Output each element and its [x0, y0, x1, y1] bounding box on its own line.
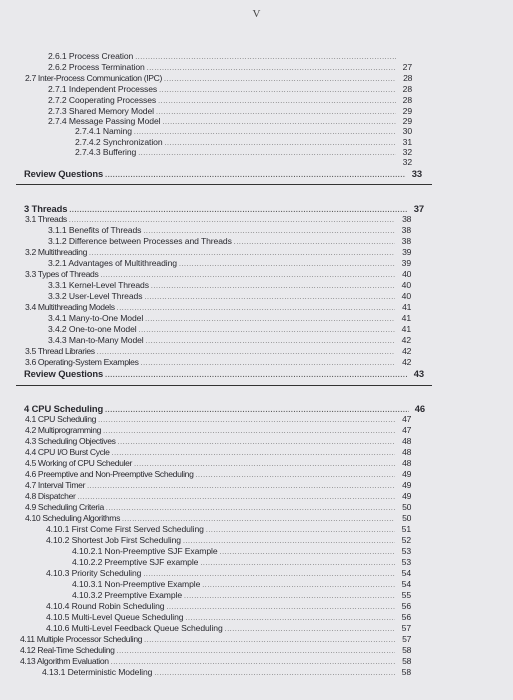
toc-entry-page: 39 — [402, 247, 411, 257]
toc-entry-label: 3.1 Threads — [25, 214, 67, 224]
toc-entry-page: 47 — [402, 425, 411, 435]
toc-entry-page: 49 — [402, 491, 411, 501]
toc-entry — [25, 214, 411, 225]
toc-entry — [20, 634, 411, 645]
toc-entry — [25, 357, 411, 368]
toc-entry-label: 4.10.2.2 Preemptive SJF example — [72, 557, 199, 567]
toc-entry-chapter — [24, 203, 424, 214]
toc-entry-label: 4.13 Algorithm Evaluation — [20, 656, 109, 666]
toc-entry-label: 4.8 Dispatcher — [25, 491, 76, 501]
toc-entry-label: 4.5 Working of CPU Scheduler — [25, 458, 133, 468]
toc-entry-label: 4.7 Interval Timer — [25, 480, 86, 490]
toc-entry — [20, 645, 411, 656]
toc-entry — [46, 535, 411, 546]
toc-entry-page: 46 — [414, 403, 425, 414]
toc-entry-label: 2.7.3 Shared Memory Model — [48, 106, 154, 116]
toc-entry-page: 30 — [402, 126, 412, 136]
toc-entry-label: 3.1.1 Benefits of Threads — [48, 225, 142, 235]
toc-entry-label: 2.7.4.1 Naming — [75, 126, 132, 136]
toc-entry — [48, 291, 411, 302]
toc-entry-page: 37 — [413, 203, 424, 214]
toc-entry-page: 52 — [401, 535, 411, 545]
dot-leader — [105, 370, 408, 381]
toc-entry — [48, 335, 411, 346]
toc-entry — [46, 524, 411, 535]
toc-entry — [25, 73, 412, 84]
toc-entry-label: 2.7 Inter-Process Communication (IPC) — [25, 73, 163, 83]
toc-entry-label: 4.3 Scheduling Objectives — [25, 436, 116, 446]
toc-entry-page: 41 — [402, 302, 411, 312]
toc-entry — [48, 258, 411, 269]
toc-entry-label: 4.10.3.2 Preemptive Example — [72, 590, 183, 600]
section-divider — [16, 184, 432, 185]
toc-entry-page: 56 — [401, 601, 411, 611]
toc-entry — [25, 491, 411, 502]
toc-entry-page: 58 — [401, 667, 411, 677]
toc-entry-page: 48 — [402, 447, 411, 457]
toc-entry-page: 42 — [401, 335, 411, 345]
toc-entry — [48, 95, 412, 106]
toc-entry — [25, 269, 411, 280]
toc-entry — [48, 62, 412, 73]
toc-entry-page: 54 — [401, 568, 411, 578]
toc-entry-page: 32 — [402, 147, 412, 157]
toc-entry — [48, 84, 412, 95]
toc-entry-label: 3.4.2 One-to-one Model — [48, 324, 137, 334]
toc-entry — [72, 579, 411, 590]
toc-entry — [25, 414, 411, 425]
toc-entry-page: 42 — [402, 357, 411, 367]
toc-entry-chapter — [24, 403, 425, 414]
toc-entry-page: 29 — [402, 116, 412, 126]
toc-entry-page: 47 — [402, 414, 411, 424]
toc-entry — [42, 667, 411, 678]
toc-entry-page: 42 — [402, 346, 411, 356]
toc-entry-label: 4.10.4 Round Robin Scheduling — [46, 601, 165, 611]
toc-entry — [25, 346, 411, 357]
toc-entry-page: 50 — [402, 513, 411, 523]
toc-entry-label: 2.7.2 Cooperating Processes — [48, 95, 157, 105]
toc-entry-label: Review Questions — [24, 368, 104, 379]
toc-entry — [48, 225, 411, 236]
toc-entry-label: 4.10.5 Multi-Level Queue Scheduling — [46, 612, 184, 622]
toc-entry-label: 3.4.1 Many-to-One Model — [48, 313, 144, 323]
toc-entry-page: 32 — [402, 157, 412, 167]
toc-entry-page: 53 — [401, 557, 411, 567]
toc-entry-label: 3.4.3 Man-to-Many Model — [48, 335, 144, 345]
toc-entry-page: 41 — [401, 313, 411, 323]
toc-entry-page: 43 — [413, 368, 424, 379]
toc-entry-page: 40 — [401, 291, 411, 301]
page-numeral: V — [252, 8, 261, 20]
toc-entry-page: 49 — [402, 480, 411, 490]
toc-entry-label: 4.2 Multiprogramming — [25, 425, 102, 435]
toc-entry — [48, 313, 411, 324]
toc-entry-page: 38 — [402, 214, 411, 224]
toc-entry-label: 2.6.2 Process Termination — [48, 62, 145, 72]
toc-entry-page: 29 — [402, 106, 412, 116]
toc-entry-page: 28 — [403, 73, 412, 83]
toc-entry-label: 4.10.2 Shortest Job First Scheduling — [46, 535, 181, 545]
toc-entry-page: 55 — [401, 590, 411, 600]
toc-entry-page: 38 — [401, 236, 411, 246]
toc-entry-page: 28 — [402, 84, 412, 94]
toc-entry — [25, 247, 411, 258]
toc-entry-label: 2.7.4.2 Synchronization — [75, 137, 163, 147]
toc-entry-label: 4.10.6 Multi-Level Feedback Queue Scheduling — [46, 623, 223, 633]
toc-entry-label: 3.3 Types of Threads — [25, 269, 99, 279]
toc-entry-page: 50 — [402, 502, 411, 512]
toc-entry-page: 53 — [401, 546, 411, 556]
toc-entry-label: 4.12 Real-Time Scheduling — [20, 645, 115, 655]
toc-entry-page: 49 — [402, 469, 411, 479]
toc-entry — [25, 458, 411, 469]
toc-entry — [72, 590, 411, 601]
toc-entry-label: 4 CPU Scheduling — [24, 403, 104, 414]
toc-entry-label: 4.10 Scheduling Algorithms — [25, 513, 121, 523]
toc-entry-review — [24, 168, 422, 179]
toc-entry-label: 4.10.1 First Come First Served Scheduling — [46, 524, 204, 534]
toc-entry-page: 57 — [401, 623, 411, 633]
toc-entry-label: 3.3.2 User-Level Threads — [48, 291, 143, 301]
toc-entry-label: 4.6 Preemptive and Non-Preemptive Scheduling — [25, 469, 194, 479]
toc-entry-page: 48 — [402, 436, 411, 446]
toc-entry — [25, 502, 411, 513]
toc-entry — [48, 324, 411, 335]
toc-entry — [46, 568, 411, 579]
toc-entry — [25, 436, 411, 447]
toc-entry-label: 4.10.2.1 Non-Preemptive SJF Example — [72, 546, 218, 556]
toc-entry — [72, 546, 411, 557]
toc-entry — [25, 480, 411, 491]
toc-entry-page: 31 — [402, 137, 412, 147]
toc-entry-page: 58 — [402, 645, 411, 655]
toc-entry-page: 56 — [401, 612, 411, 622]
toc-entry-page: 38 — [401, 225, 411, 235]
toc-entry-label: 3.2 Multithreading — [25, 247, 88, 257]
toc-entry — [72, 557, 411, 568]
toc-entry — [46, 623, 411, 634]
toc-entry — [25, 513, 411, 524]
toc-entry — [46, 612, 411, 623]
section-divider — [16, 385, 432, 386]
toc-entry-page: 27 — [402, 62, 412, 72]
toc-entry-page: 40 — [402, 269, 411, 279]
toc-entry — [25, 447, 411, 458]
toc-entry-label: 4.4 CPU I/O Burst Cycle — [25, 447, 110, 457]
toc-entry-page: 51 — [401, 524, 411, 534]
toc-entry-label: 3.1.2 Difference between Processes and Threads — [48, 236, 232, 246]
toc-entry-label: 3.6 Operating-System Examples — [25, 357, 139, 367]
toc-entry — [46, 601, 411, 612]
toc-entry-page: 28 — [402, 95, 412, 105]
toc-entry — [48, 51, 412, 62]
toc-entry — [48, 280, 411, 291]
toc-entry-label: 4.1 CPU Scheduling — [25, 414, 97, 424]
toc-entry-label: 3.2.1 Advantages of Multithreading — [48, 258, 177, 268]
toc-entry-label: 4.11 Multiple Processor Scheduling — [20, 634, 143, 644]
toc-entry-label: 2.7.1 Independent Processes — [48, 84, 158, 94]
toc-entry-label: 4.10.3.1 Non-Preemptive Example — [72, 579, 201, 589]
toc-entry — [75, 126, 412, 137]
toc-entry-label: 3 Threads — [24, 203, 68, 214]
toc-entry-label: 3.4 Multithreading Models — [25, 302, 115, 312]
toc-entry — [25, 425, 411, 436]
toc-entry-label: 2.7.4 Message Passing Model — [48, 116, 161, 126]
toc-entry-review — [24, 368, 424, 379]
toc-entry-page: 57 — [402, 634, 411, 644]
toc-entry — [75, 157, 412, 168]
toc-entry — [25, 469, 411, 480]
toc-entry-page: 33 — [411, 168, 422, 179]
toc-entry-page: 41 — [401, 324, 411, 334]
toc-entry-page: 54 — [401, 579, 411, 589]
toc-entry-label: 4.13.1 Deterministic Modeling — [42, 667, 153, 677]
toc-entry-label: Review Questions — [24, 168, 104, 179]
toc-entry-label: 2.6.1 Process Creation — [48, 51, 134, 61]
toc-entry-page: 58 — [402, 656, 411, 666]
toc-entry-label: 3.3.1 Kernel-Level Threads — [48, 280, 149, 290]
toc-entry-page: 48 — [402, 458, 411, 468]
dot-leader — [154, 668, 395, 679]
dot-leader — [105, 170, 406, 181]
toc-entry-page: 39 — [401, 258, 411, 268]
toc-entry-label: 2.7.4.3 Buffering — [75, 147, 137, 157]
toc-entry-page: 40 — [401, 280, 411, 290]
toc-entry-label: 4.10.3 Priority Scheduling — [46, 568, 142, 578]
toc-entry — [25, 302, 411, 313]
toc-entry — [48, 236, 411, 247]
toc-entry-label: 4.9 Scheduling Criteria — [25, 502, 104, 512]
toc-entry — [20, 656, 411, 667]
toc-entry-label: 3.5 Thread Libraries — [25, 346, 95, 356]
